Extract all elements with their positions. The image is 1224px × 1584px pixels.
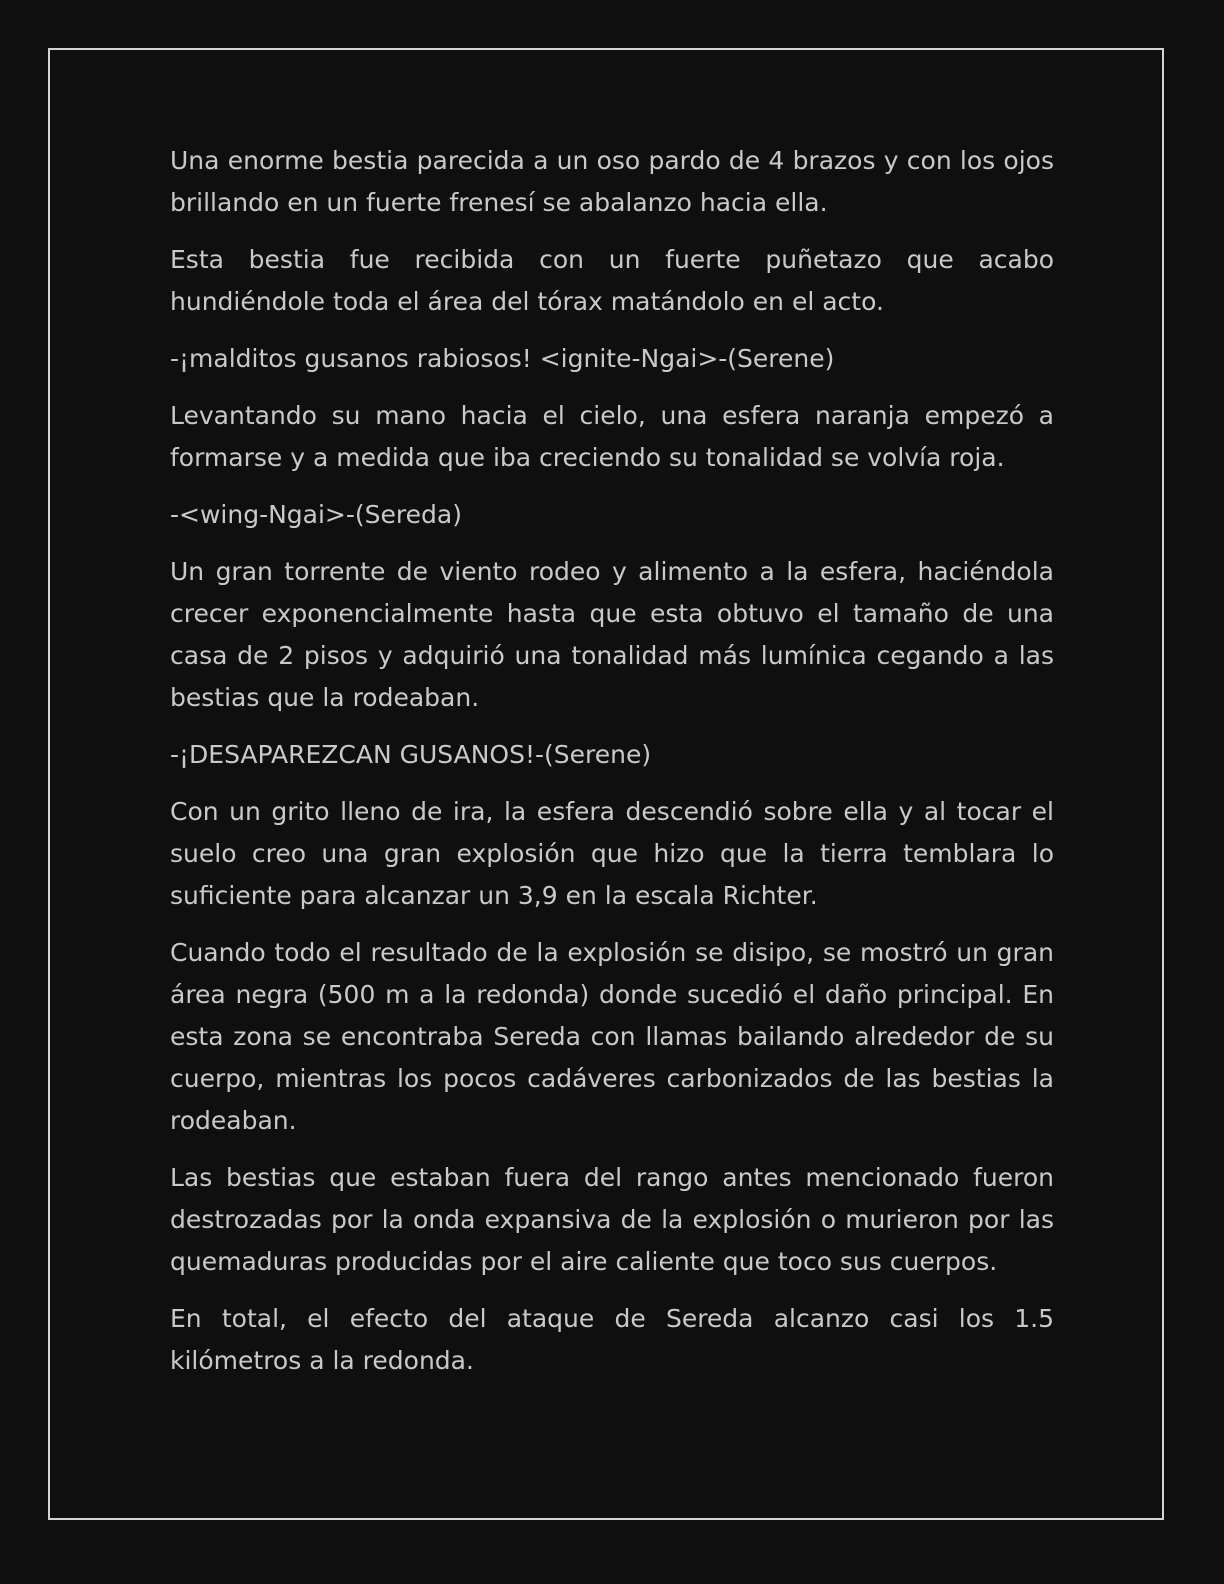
dialogue-line: -¡malditos gusanos rabiosos! <ignite-Ngai>-(Serene) <box>170 344 835 373</box>
dialogue-line: -<wing-Ngai>-(Sereda) <box>170 500 462 529</box>
paragraph: Las bestias que estaban fuera del rango antes mencionado fueron destrozadas por la onda expansiva de la explosión o murieron por las quemaduras producidas por el aire caliente que toco sus cuerpos. <box>170 1163 1054 1276</box>
paragraph: En total, el efecto del ataque de Sereda alcanzo casi los 1.5 kilómetros a la redonda. <box>170 1304 1054 1375</box>
paragraph: Con un grito lleno de ira, la esfera descendió sobre ella y al tocar el suelo creo una gran explosión que hizo que la tierra temblara lo suficiente para alcanzar un 3,9 en la escala Richter. <box>170 797 1054 910</box>
paragraph: Un gran torrente de viento rodeo y alimento a la esfera, haciéndola crecer exponencialmente hasta que esta obtuvo el tamaño de una casa de 2 pisos y adquirió una tonalidad más lumínica cegando a las bestias que la rodeaban. <box>170 557 1054 712</box>
paragraph: Esta bestia fue recibida con un fuerte puñetazo que acabo hundiéndole toda el área del tórax matándolo en el acto. <box>170 245 1054 316</box>
dialogue-line: -¡DESAPAREZCAN GUSANOS!-(Serene) <box>170 740 652 769</box>
paragraph: Cuando todo el resultado de la explosión se disipo, se mostró un gran área negra (500 m a la redonda) donde sucedió el daño principal. En esta zona se encontraba Sereda con llamas bailando alrededor de su cuerpo, mientras los pocos cadáveres carbonizados de las bestias la rodeaban. <box>170 938 1054 1135</box>
story-text <box>170 140 1054 1397</box>
paragraph: Levantando su mano hacia el cielo, una esfera naranja empezó a formarse y a medida que iba creciendo su tonalidad se volvía roja. <box>170 401 1054 472</box>
paragraph: Una enorme bestia parecida a un oso pardo de 4 brazos y con los ojos brillando en un fuerte frenesí se abalanzo hacia ella. <box>170 146 1054 217</box>
